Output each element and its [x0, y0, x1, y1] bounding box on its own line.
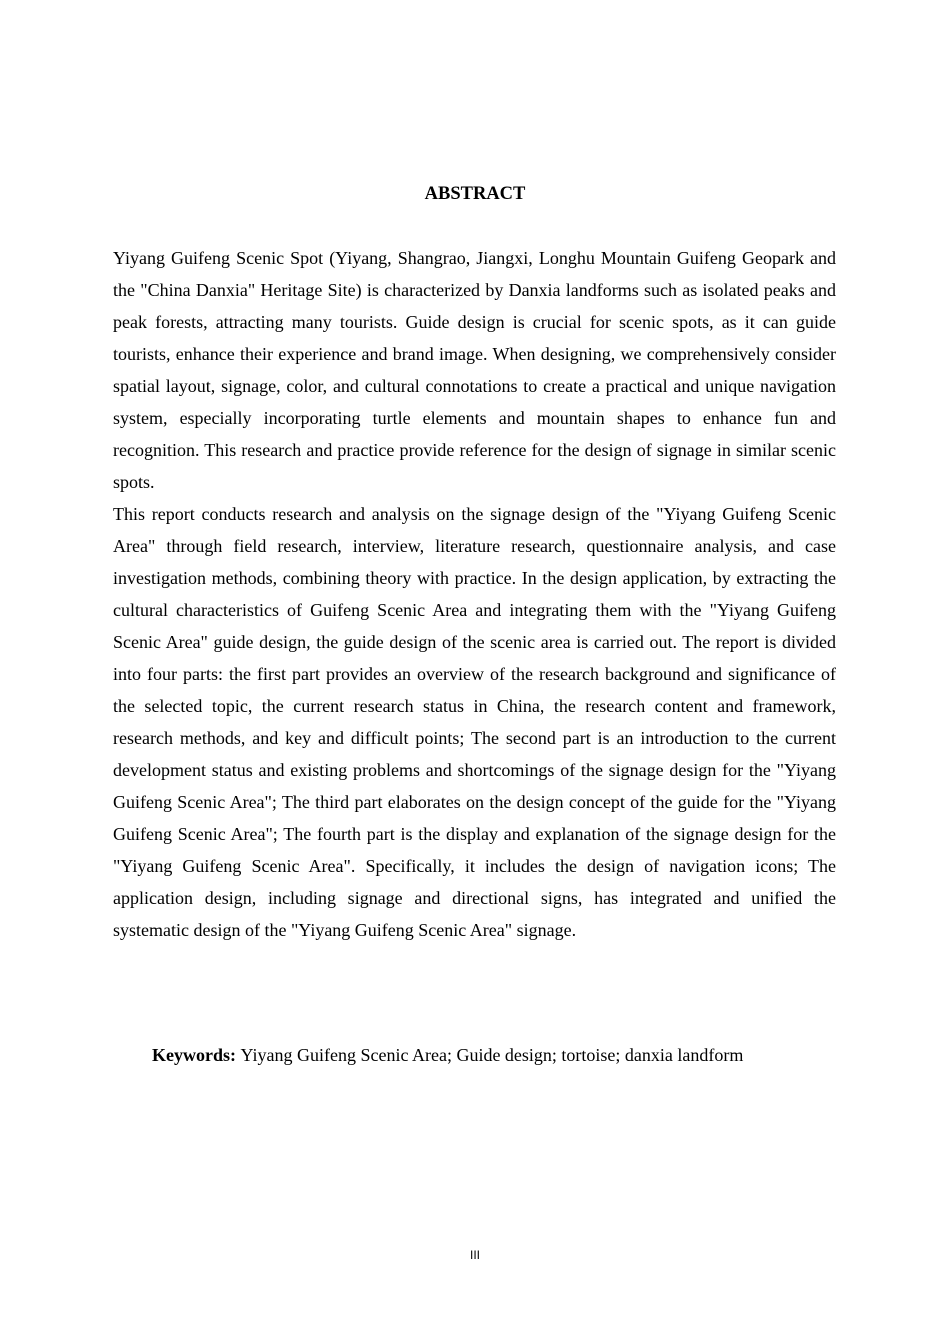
page-number: III: [469, 1248, 480, 1262]
abstract-paragraph-2: This report conducts research and analysis on the signage design of the "Yiyang Guifeng Scenic Area" through field research, interview, literature research, questionnaire analysis, and case investigation methods, combining theory with practice. In the design application, by extracting the cultural characteristics of Guifeng Scenic Area and integrating them with the "Yiyang Guifeng Scenic Area" guide design, the guide design of the scenic area is carried out. The report is divided into four parts: the first part provides an overview of the research background and significance of the selected topic, the current research status in China, the research content and framework, research methods, and key and difficult points; The second part is an introduction to the current development status and existing problems and shortcomings of the signage design for the "Yiyang Guifeng Scenic Area"; The third part elaborates on the design concept of the guide for the "Yiyang Guifeng Scenic Area"; The fourth part is the display and explanation of the signage design for the "Yiyang Guifeng Scenic Area". Specifically, it includes the design of navigation icons; The application design, including signage and directional signs, has integrated and unified the systematic design of the "Yiyang Guifeng Scenic Area" signage.: [113, 504, 836, 940]
keywords-text: Yiyang Guifeng Scenic Area; Guide design; tortoise; danxia landform: [240, 1045, 744, 1065]
keywords-label: Keywords:: [152, 1045, 241, 1065]
abstract-body: [113, 242, 836, 946]
abstract-paragraph-1: Yiyang Guifeng Scenic Spot (Yiyang, Shangrao, Jiangxi, Longhu Mountain Guifeng Geopark and the "China Danxia" Heritage Site) is characterized by Danxia landforms such as isolated peaks and peak forests, attracting many tourists. Guide design is crucial for scenic spots, as it can guide tourists, enhance their experience and brand image. When designing, we comprehensively consider spatial layout, signage, color, and cultural connotations to create a practical and unique navigation system, especially incorporating turtle elements and mountain shapes to enhance fun and recognition. This research and practice provide reference for the design of signage in similar scenic spots.: [113, 248, 836, 492]
keywords-line: [152, 1041, 852, 1069]
abstract-title: ABSTRACT: [424, 184, 526, 204]
